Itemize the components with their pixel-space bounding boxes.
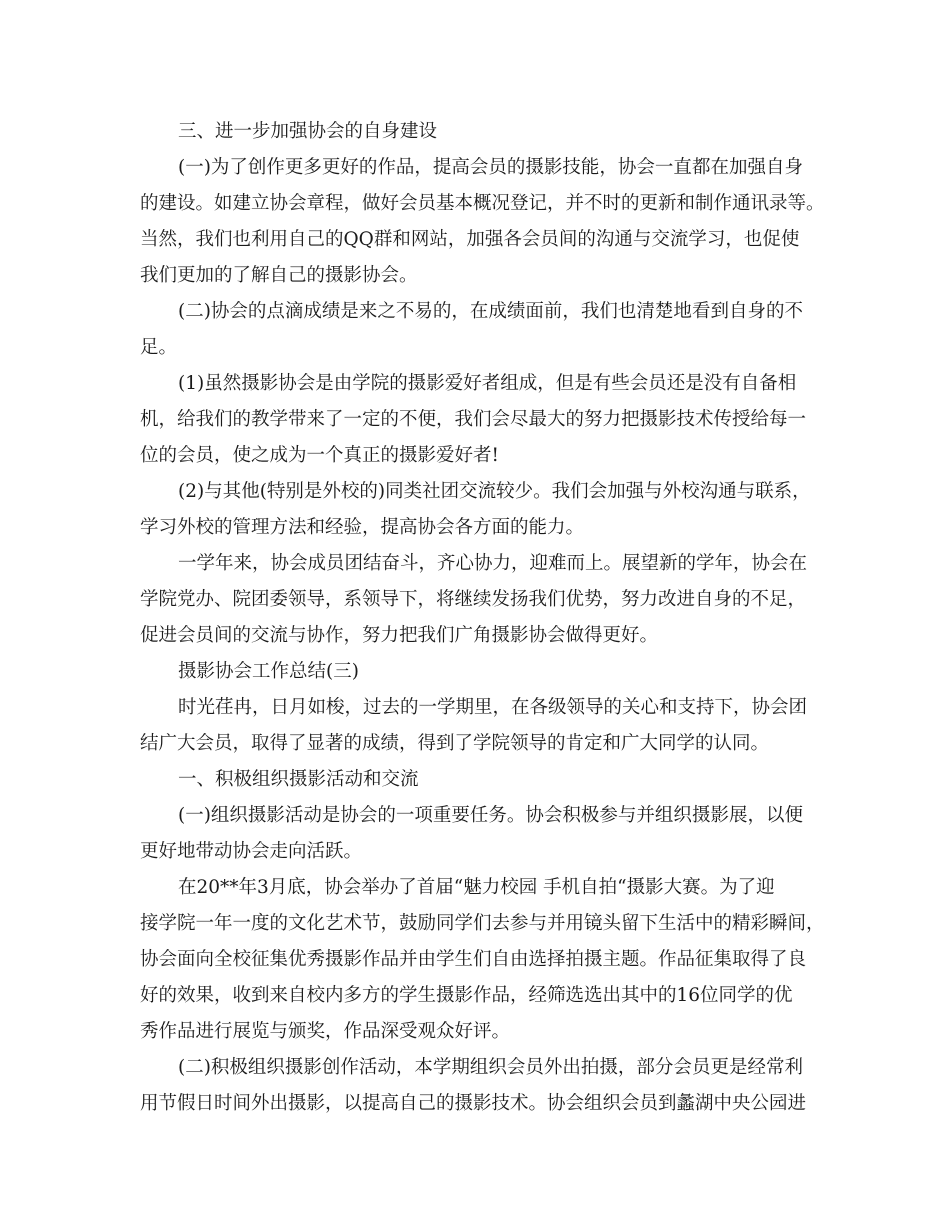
- paragraph-line: 足。: [140, 337, 178, 358]
- paragraph-line: 好的效果，收到来自校内多方的学生摄影作品，经筛选选出其中的16位同学的优: [140, 985, 793, 1006]
- paragraph-line: 的建设。如建立协会章程，做好会员基本概况登记，并不时的更新和制作通讯录等。: [140, 193, 825, 214]
- paragraph-line: (2)与其他(特别是外校的)同类社团交流较少。我们会加强与外校沟通与联系，: [178, 481, 811, 502]
- paragraph-line: 我们更加的了解自己的摄影协会。: [140, 265, 418, 286]
- section-title: 摄影协会工作总结(三): [178, 661, 359, 682]
- paragraph-line: (二)积极组织摄影创作活动，本学期组织会员外出拍摄，部分会员更是经常利: [178, 1057, 803, 1078]
- paragraph-line: 接学院一年一度的文化艺术节，鼓励同学们去参与并用镜头留下生活中的精彩瞬间，: [140, 913, 825, 934]
- paragraph-line: (1)虽然摄影协会是由学院的摄影爱好者组成，但是有些会员还是没有自备相: [178, 373, 797, 394]
- paragraph-line: 秀作品进行展览与颁奖，作品深受观众好评。: [140, 1021, 511, 1042]
- paragraph-line: 当然，我们也利用自己的QQ群和网站，加强各会员间的沟通与交流学习，也促使: [140, 229, 800, 250]
- paragraph-line: 位的会员，使之成为一个真正的摄影爱好者!: [140, 445, 499, 466]
- paragraph-line: 在20**年3月底，协会举办了首届“魅力校园 手机自拍“摄影大赛。为了迎: [178, 877, 775, 898]
- paragraph-line: (二)协会的点滴成绩是来之不易的，在成绩面前，我们也清楚地看到自身的不: [178, 301, 803, 322]
- paragraph-line: 结广大会员，取得了显著的成绩，得到了学院领导的肯定和广大同学的认同。: [140, 733, 770, 754]
- paragraph-line: 学习外校的管理方法和经验，提高协会各方面的能力。: [140, 517, 585, 538]
- paragraph-line: 学院党办、院团委领导，系领导下，将继续发扬我们优势，努力改进自身的不足，: [140, 589, 807, 610]
- paragraph-line: 促进会员间的交流与协作，努力把我们广角摄影协会做得更好。: [140, 625, 659, 646]
- paragraph-line: 一学年来，协会成员团结奋斗，齐心协力，迎难而上。展望新的学年，协会在: [178, 553, 808, 574]
- section-heading: 一、积极组织摄影活动和交流: [178, 769, 419, 790]
- paragraph-line: 用节假日时间外出摄影，以提高自己的摄影技术。协会组织会员到蠡湖中央公园进: [140, 1093, 807, 1114]
- section-heading: 三、进一步加强协会的自身建设: [178, 121, 438, 142]
- paragraph-line: 机，给我们的教学带来了一定的不便，我们会尽最大的努力把摄影技术传授给每一: [140, 409, 807, 430]
- paragraph-line: (一)组织摄影活动是协会的一项重要任务。协会积极参与并组织摄影展，以便: [178, 805, 803, 826]
- paragraph-line: 协会面向全校征集优秀摄影作品并由学生们自由选择拍摄主题。作品征集取得了良: [140, 949, 807, 970]
- paragraph-line: (一)为了创作更多更好的作品，提高会员的摄影技能，协会一直都在加强自身: [178, 157, 803, 178]
- paragraph-line: 更好地带动协会走向活跃。: [140, 841, 363, 862]
- paragraph-line: 时光荏冉，日月如梭，过去的一学期里，在各级领导的关心和支持下，协会团: [178, 697, 808, 718]
